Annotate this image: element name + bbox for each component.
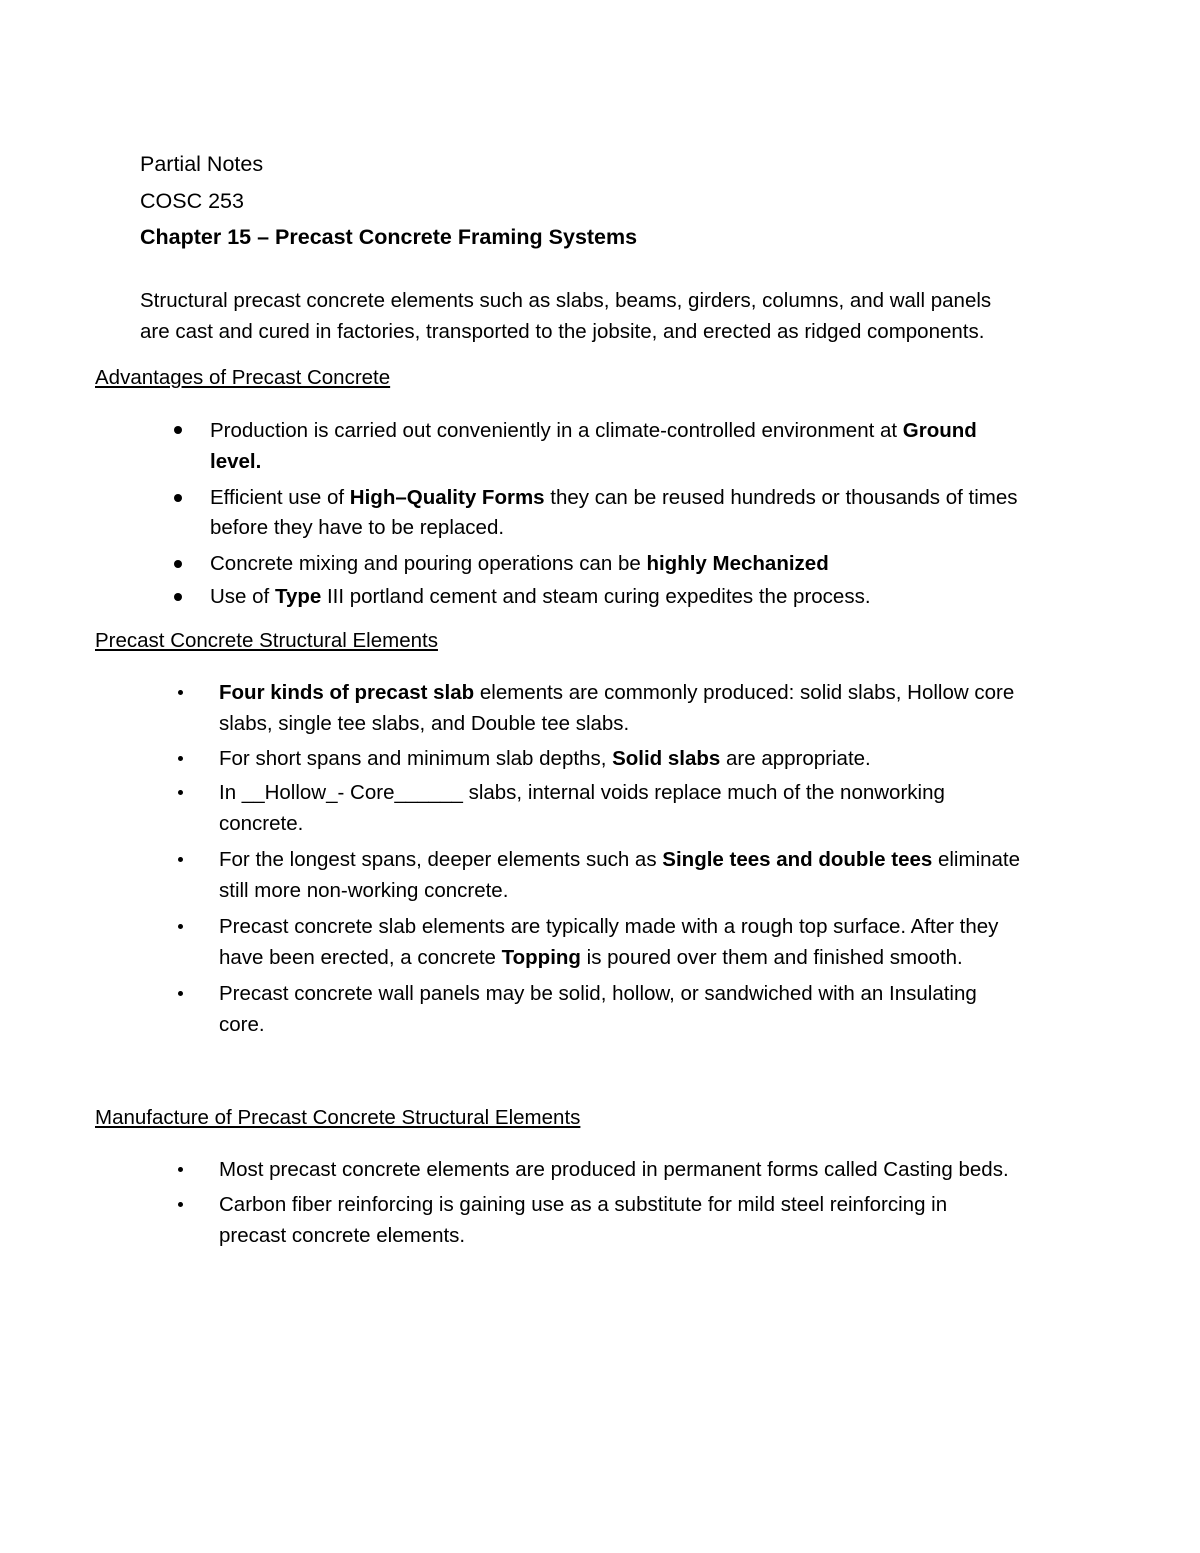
bullet-icon [178, 991, 183, 996]
bullet-icon [178, 1202, 183, 1207]
element-item: In __Hollow_- Core______ slabs, internal voids replace much of the nonworking [219, 781, 945, 804]
notes-title: Partial Notes [140, 152, 264, 176]
chapter-title: Chapter 15 – Precast Concrete Framing Systems [140, 225, 638, 249]
manufacture-item-cont: precast concrete elements. [219, 1224, 466, 1247]
element-item: Four kinds of precast slab elements are commonly produced: solid slabs, Hollow core [219, 681, 1015, 704]
intro-line-2: are cast and cured in factories, transported to the jobsite, and erected as ridged components. [140, 320, 985, 343]
element-item: Precast concrete wall panels may be solid, hollow, or sandwiched with an Insulating [219, 982, 977, 1005]
advantage-item: Production is carried out conveniently in a climate-controlled environment at Ground [210, 419, 977, 442]
element-item: For the longest spans, deeper elements such as Single tees and double tees eliminate [219, 848, 1021, 871]
bullet-icon [178, 690, 183, 695]
element-item-cont: concrete. [219, 812, 304, 835]
bullet-icon [178, 1167, 183, 1172]
bullet-icon [178, 790, 183, 795]
advantage-item-cont: before they have to be replaced. [210, 516, 505, 539]
bullet-icon [178, 857, 183, 862]
advantage-item: Use of Type III portland cement and steam curing expedites the process. [210, 585, 871, 608]
bullet-icon [174, 560, 182, 568]
element-item: For short spans and minimum slab depths, Solid slabs are appropriate. [219, 747, 871, 770]
bullet-icon [174, 426, 182, 434]
element-item-cont: core. [219, 1013, 265, 1036]
bullet-icon [178, 756, 183, 761]
course-code: COSC 253 [140, 189, 244, 213]
element-item-cont: slabs, single tee slabs, and Double tee slabs. [219, 712, 630, 735]
manufacture-heading: Manufacture of Precast Concrete Structural Elements [95, 1106, 581, 1129]
advantage-item: Efficient use of High–Quality Forms they can be reused hundreds or thousands of times [210, 486, 1018, 509]
element-item-cont: still more non-working concrete. [219, 879, 509, 902]
bullet-icon [178, 924, 183, 929]
advantage-item: Concrete mixing and pouring operations can be highly Mechanized [210, 552, 829, 575]
bullet-icon [174, 494, 182, 502]
intro-line-1: Structural precast concrete elements such as slabs, beams, girders, columns, and wall panels [140, 289, 992, 312]
manufacture-item: Most precast concrete elements are produced in permanent forms called Casting beds. [219, 1158, 1009, 1181]
advantage-item-cont: level. [210, 450, 262, 473]
element-item-cont: have been erected, a concrete Topping is poured over them and finished smooth. [219, 946, 963, 969]
elements-heading: Precast Concrete Structural Elements [95, 629, 438, 652]
manufacture-item: Carbon fiber reinforcing is gaining use as a substitute for mild steel reinforcing in [219, 1193, 948, 1216]
bullet-icon [174, 593, 182, 601]
advantages-heading: Advantages of Precast Concrete [95, 366, 391, 389]
element-item: Precast concrete slab elements are typically made with a rough top surface. After they [219, 915, 999, 938]
